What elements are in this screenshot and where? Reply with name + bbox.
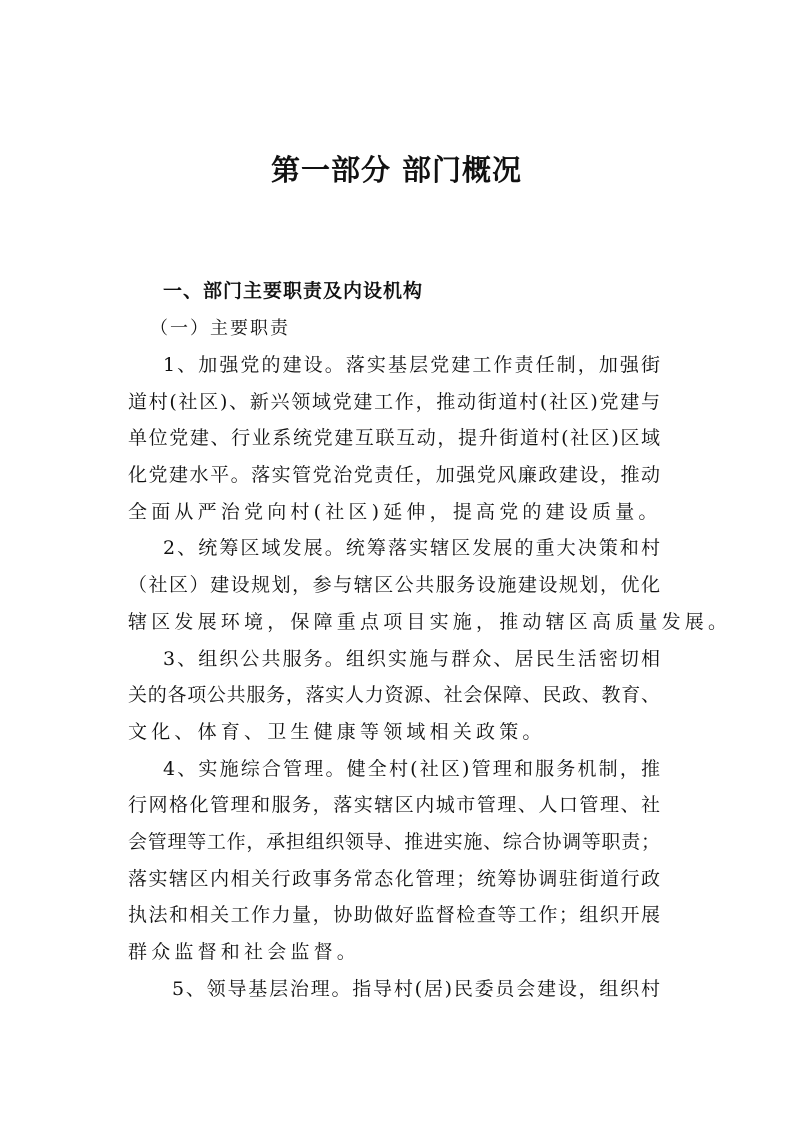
paragraph-line: 化党建水平。落实管党治党责任，加强党风廉政建设，推动 [128, 464, 660, 487]
paragraph-line: 群众监督和社会监督。 [128, 941, 361, 963]
paragraph-line: 全面从严治党向村(社区)延伸，提高党的建设质量。 [128, 500, 662, 523]
paragraph-line: 道村(社区)、新兴领域党建工作，推动街道村(社区)党建与 [128, 390, 660, 413]
paragraph-line: 辖区发展环境，保障重点项目实施，推动辖区高质量发展。 [128, 610, 732, 633]
page-title: 第一部分 部门概况 [270, 153, 523, 187]
paragraph-line: 落实辖区内相关行政事务常态化管理；统筹协调驻街道行政 [128, 867, 660, 890]
paragraph-line: 5、领导基层治理。指导村(居)民委员会建设，组织村 [172, 977, 660, 1000]
paragraph [128, 751, 660, 971]
paragraph [128, 347, 660, 530]
paragraph-line: 关的各项公共服务，落实人力资源、社会保障、民政、教育、 [128, 684, 660, 707]
paragraph-line: 1、加强党的建设。落实基层党建工作责任制，加强街 [163, 354, 660, 376]
paragraph [128, 971, 660, 1008]
paragraph-line: （社区）建设规划，参与辖区公共服务设施建设规划，优化 [128, 574, 660, 597]
paragraph-line: 4、实施综合管理。健全村(社区)管理和服务机制，推 [163, 757, 660, 780]
paragraph [128, 530, 732, 640]
paragraph-line: 行网格化管理和服务，落实辖区内城市管理、人口管理、社 [128, 794, 660, 817]
paragraph-line: 2、统筹区域发展。统筹落实辖区发展的重大决策和村 [163, 537, 660, 560]
subsection-heading: （一）主要职责 [150, 318, 290, 339]
paragraph-line: 文化、体育、卫生健康等领域相关政策。 [128, 720, 546, 743]
paragraph [128, 641, 660, 751]
paragraph-line: 单位党建、行业系统党建互联互动，提升街道村(社区)区域 [128, 427, 660, 450]
document-body [128, 347, 732, 1007]
paragraph-line: 会管理等工作，承担组织领导、推进实施、综合协调等职责； [128, 830, 660, 853]
section-heading: 一、部门主要职责及内设机构 [163, 280, 424, 302]
paragraph-line: 3、组织公共服务。组织实施与群众、居民生活密切相 [163, 647, 660, 670]
paragraph-line: 执法和相关工作力量，协助做好监督检查等工作；组织开展 [128, 904, 660, 927]
